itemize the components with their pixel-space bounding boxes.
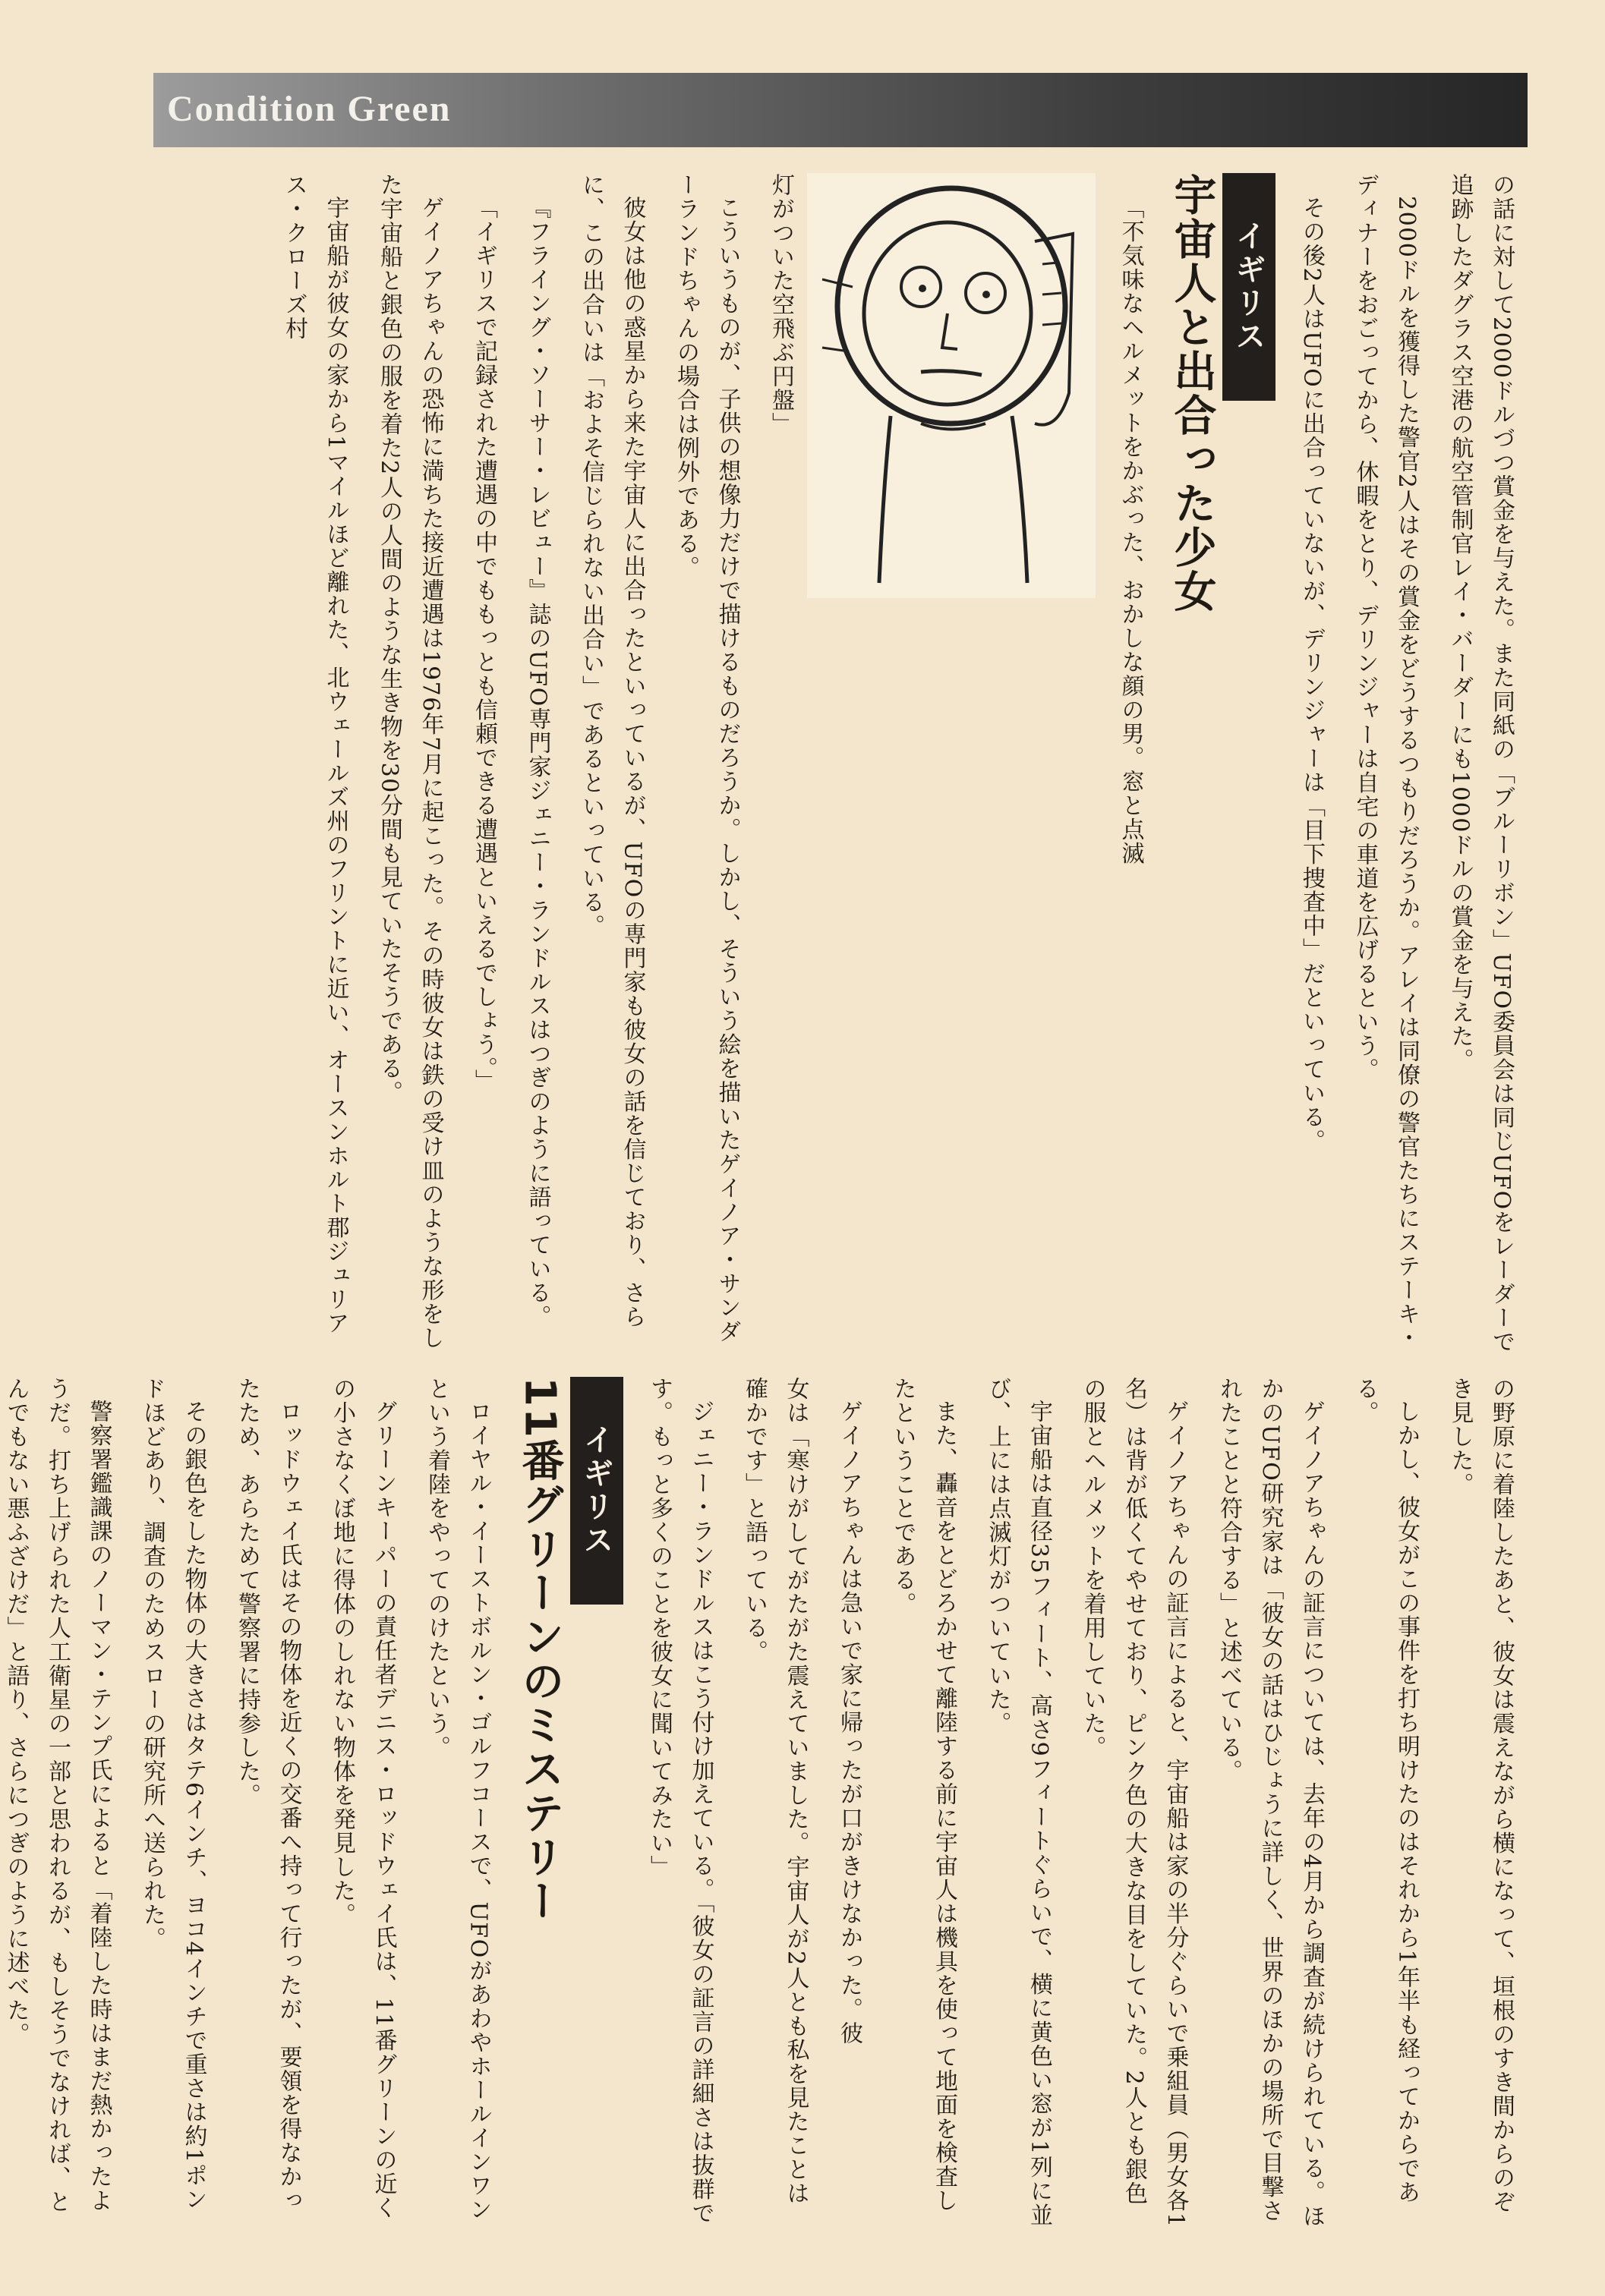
article-column: ゲイノアちゃんは急いで家に帰ったが口がきけなかった。彼 xyxy=(836,1400,862,2046)
country-label: イギリス xyxy=(1222,173,1275,401)
page-title: Condition Green xyxy=(167,89,452,129)
article-column: その銀色をした物体の大きさはタテ6インチ、ヨコ4インチで重さは約1ポンドほどあり、調査のためスローの研究所へ送られた。 xyxy=(139,1377,207,2212)
article-column: 警察署鑑識課のノーマン・テンプ氏によると「着陸した時はまだ熱かったようだ。打ち上げられた人工衛星の一部と思われるが、もしそうでなければ、とんでもない悪ふざけだ」と語り、さらにつぎのように述べた。 xyxy=(2,1377,112,2214)
section-lower xyxy=(2,1377,1528,2228)
article-column: ゲイノアちゃんの恐怖に満ちた接近遭遇は1976年7月に起こった。その時彼女は鉄の受け皿のような形をした宇宙船と銀色の服を着た2人の人間のような生き物を30分間も見ていたそうである。 xyxy=(376,173,444,1350)
headline: 11番グリーンのミステリー xyxy=(515,1377,565,1923)
article-column: グリーンキーパーの責任者デニス・ロッドウェイ氏は、11番グリーンの近くの小さなくぼ地に得体のしれない物体を発見した。 xyxy=(329,1377,397,2220)
section-heading-green-mystery xyxy=(514,1377,623,2228)
illustration-caption: 「不気味なヘルメットをかぶった、おかしな顔の男。窓と点滅 xyxy=(1117,196,1144,865)
section-upper xyxy=(152,173,1528,1357)
article-column: 彼女は他の惑星から来た宇宙人に出合ったといっているが、UFOの専門家も彼女の話を信じており、さらに、この出合いは「およそ信じられない出合い」であるといっている。 xyxy=(578,173,646,1329)
article-column: の話に対して2000ドルづつ賞金を与えた。また同紙の「ブルーリボン」UFO委員会は同じUFOをレーダーで追跡したダグラス空港の航空管制官レイ・バーダーにも1000ドルの賞金を与えた。 xyxy=(1446,173,1515,1354)
article-column: の野原に着陸したあと、彼女は震えながら横になって、垣根のすき間からのぞき見した。 xyxy=(1446,1377,1515,2214)
header-bar xyxy=(153,73,1528,147)
alien-drawing xyxy=(807,173,1096,598)
article-column: また、轟音をとどろかせて離陸する前に宇宙人は機具を使って地面を検査したということである。 xyxy=(889,1377,957,2213)
article-column: ロイヤル・イーストボルン・ゴルフコースで、UFOがあわやホールインワンという着陸をやってのけたという。 xyxy=(424,1377,492,2222)
headline: 宇宙人と出合った少女 xyxy=(1167,173,1217,613)
article-column: その後2人はUFOに出合っていないが、デリンジャーは「目下捜査中」だといっている。 xyxy=(1298,196,1325,1154)
article-column: 「イギリスで記録された遭遇の中でももっとも信頼できる遭遇といえるでしょう。」 xyxy=(471,196,497,1093)
article-column: 宇宙船は直径35フィート、高さ9フィートぐらいで、横に黄色い窓が1列に並び、上には点滅灯がついていた。 xyxy=(984,1377,1052,2228)
article-column: 2000ドルを獲得した警官2人はその賞金をどうするつもりだろうか。アレイは同僚の警官たちにステーキ・ディナーをおごってから、休暇をとり、デリンジャーは自宅の車道を広げるという。 xyxy=(1351,173,1420,1350)
country-label: イギリス xyxy=(570,1377,623,1605)
article-column: 宇宙船が彼女の家から1マイルほど離れた、北ウェールズ州のフリントに近い、オースンホルト郡ジュリアス・クローズ村 xyxy=(281,173,349,1336)
article-column: こういうものが、子供の想像力だけで描けるものだろうか。しかし、そういう絵を描いたゲイノア・サンダーランドちゃんの場合は例外である。 xyxy=(673,173,741,1343)
article-column: ジェニー・ランドルスはこう付け加えている。「彼女の証言の詳細さは抜群です。もっと多くのことを彼女に聞いてみたい」 xyxy=(646,1377,714,2225)
article-column: しかし、彼女がこの事件を打ち明けたのはそれから1年半も経ってからである。 xyxy=(1351,1377,1420,2205)
article-column: ゲイノアちゃんの証言によると、宇宙船は家の半分ぐらいで乗組員（男女各1名）は背が低くてやせており、ピンク色の大きな目をしていた。2人とも銀色の服とヘルメットを着用していた。 xyxy=(1079,1377,1189,2228)
article-column: 女は「寒けがしてがたがた震えていました。宇宙人が2人とも私を見たことは確かです」と語っている。 xyxy=(741,1377,809,2206)
article-column: ゲイノアちゃんの証言については、去年の4月から調査が続けられている。ほかのUFO研究家は「彼女の話はひじょうに詳しく、世界のほかの場所で目撃されたことと符合する」と述べている。 xyxy=(1216,1377,1325,2228)
article-column: 灯がついた空飛ぶ円盤」 xyxy=(768,173,794,436)
article-column: 『フライング・ソーサー・レビュー』誌のUFO専門家ジェニー・ランドルスはつぎのように語っている。 xyxy=(524,196,551,1329)
section-heading-alien-girl xyxy=(1166,173,1275,1357)
article-column: ロッドウェイ氏はその物体を近くの交番へ持って行ったが、要領を得なかったため、あらためて警察署に持参した。 xyxy=(234,1377,302,2213)
